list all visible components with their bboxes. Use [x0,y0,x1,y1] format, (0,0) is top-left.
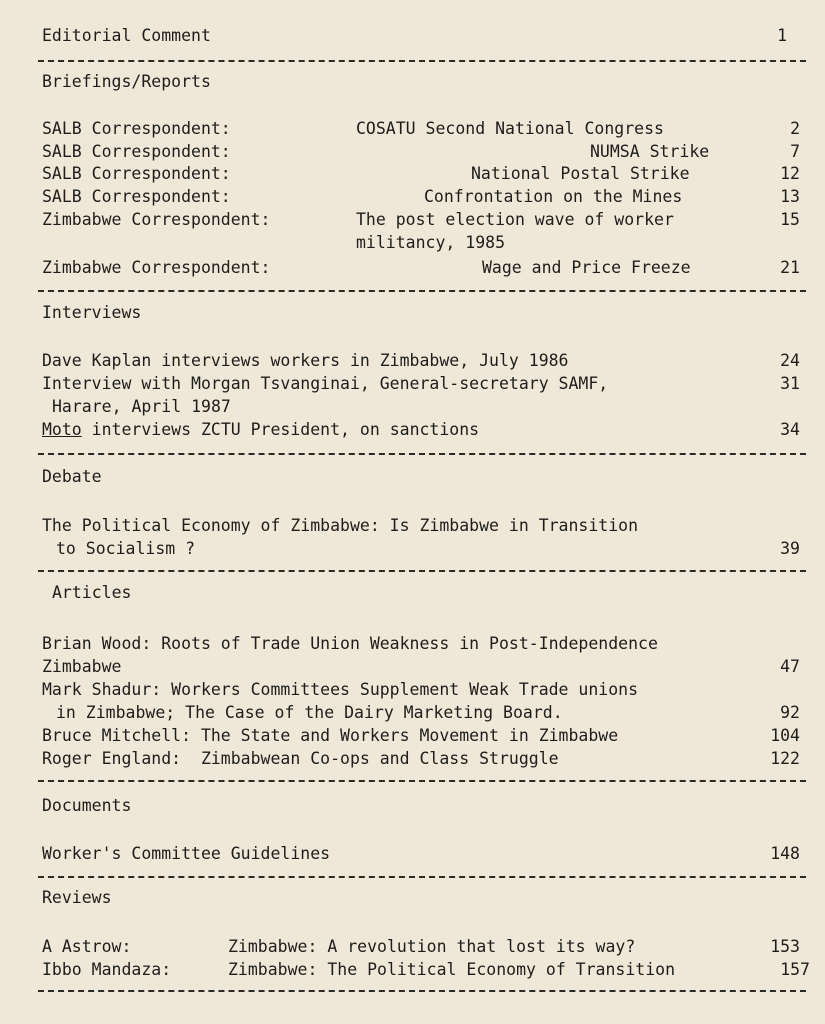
divider [38,876,806,878]
briefing-page: 12 [780,164,800,183]
divider [38,453,806,455]
article-entry-continued: Zimbabwe [42,657,122,676]
interview-entry: Interview with Morgan Tsvanginai, General-secretary SAMF, [42,374,609,393]
document-page: 148 [770,844,800,863]
briefing-author: SALB Correspondent: [42,187,231,206]
briefing-author: Zimbabwe Correspondent: [42,258,271,277]
debate-page: 39 [780,539,800,558]
debate-entry-continued: to Socialism ? [56,539,196,558]
editorial-comment-label: Editorial Comment [42,26,211,45]
briefing-author: SALB Correspondent: [42,119,231,138]
document-entry: Worker's Committee Guidelines [42,844,331,863]
divider [38,60,806,62]
briefing-title: The post election wave of worker [356,210,674,229]
article-entry: Bruce Mitchell: The State and Workers Movement in Zimbabwe [42,726,619,745]
bleed-through-masthead [420,0,441,50]
section-heading-briefings: Briefings/Reports [42,72,211,91]
interview-entry-text: interviews ZCTU President, on sanctions [81,420,480,439]
briefing-page: 2 [790,119,800,138]
divider [38,990,806,992]
briefing-author: Zimbabwe Correspondent: [42,210,271,229]
article-page: 47 [780,657,800,676]
briefing-page: 13 [780,187,800,206]
debate-entry: The Political Economy of Zimbabwe: Is Zimbabwe in Transition [42,516,639,535]
interview-entry: Dave Kaplan interviews workers in Zimbabwe, July 1986 [42,351,569,370]
section-heading-reviews: Reviews [42,888,112,907]
interview-entry [42,419,479,441]
section-heading-articles: Articles [52,583,132,602]
briefing-page: 21 [780,258,800,277]
briefing-author: SALB Correspondent: [42,164,231,183]
briefing-title: Wage and Price Freeze [482,258,691,277]
briefing-page: 7 [790,142,800,161]
briefing-title: COSATU Second National Congress [356,119,664,138]
interview-entry-continued: Harare, April 1987 [52,397,231,416]
divider [38,290,806,292]
article-entry-continued: in Zimbabwe; The Case of the Dairy Marketing Board. [56,703,563,722]
interview-page: 31 [780,374,800,393]
interview-page: 24 [780,351,800,370]
briefing-page: 15 [780,210,800,229]
section-heading-interviews: Interviews [42,303,142,322]
review-title: Zimbabwe: The Political Economy of Transition [228,960,676,979]
article-page: 122 [770,749,800,768]
review-author: A Astrow: [42,937,132,956]
section-heading-documents: Documents [42,796,132,815]
review-author: Ibbo Mandaza: [42,960,172,979]
publication-name-underlined: Moto [42,420,82,439]
divider [38,570,806,572]
briefing-title: Confrontation on the Mines [424,187,683,206]
editorial-comment-page: 1 [777,26,787,45]
article-entry: Mark Shadur: Workers Committees Supplement Weak Trade unions [42,680,639,699]
review-page: 157 [780,960,810,979]
briefing-title: NUMSA Strike [590,142,710,161]
divider [38,780,806,782]
briefing-author: SALB Correspondent: [42,142,231,161]
article-page: 104 [770,726,800,745]
review-page: 153 [770,937,800,956]
article-page: 92 [780,703,800,722]
review-title: Zimbabwe: A revolution that lost its way? [228,937,636,956]
briefing-title: National Postal Strike [471,164,690,183]
section-heading-debate: Debate [42,467,102,486]
article-entry: Roger England: Zimbabwean Co-ops and Class Struggle [42,749,559,768]
interview-page: 34 [780,420,800,439]
article-entry: Brian Wood: Roots of Trade Union Weakness in Post-Independence [42,634,658,653]
briefing-title-continued: militancy, 1985 [356,233,506,252]
